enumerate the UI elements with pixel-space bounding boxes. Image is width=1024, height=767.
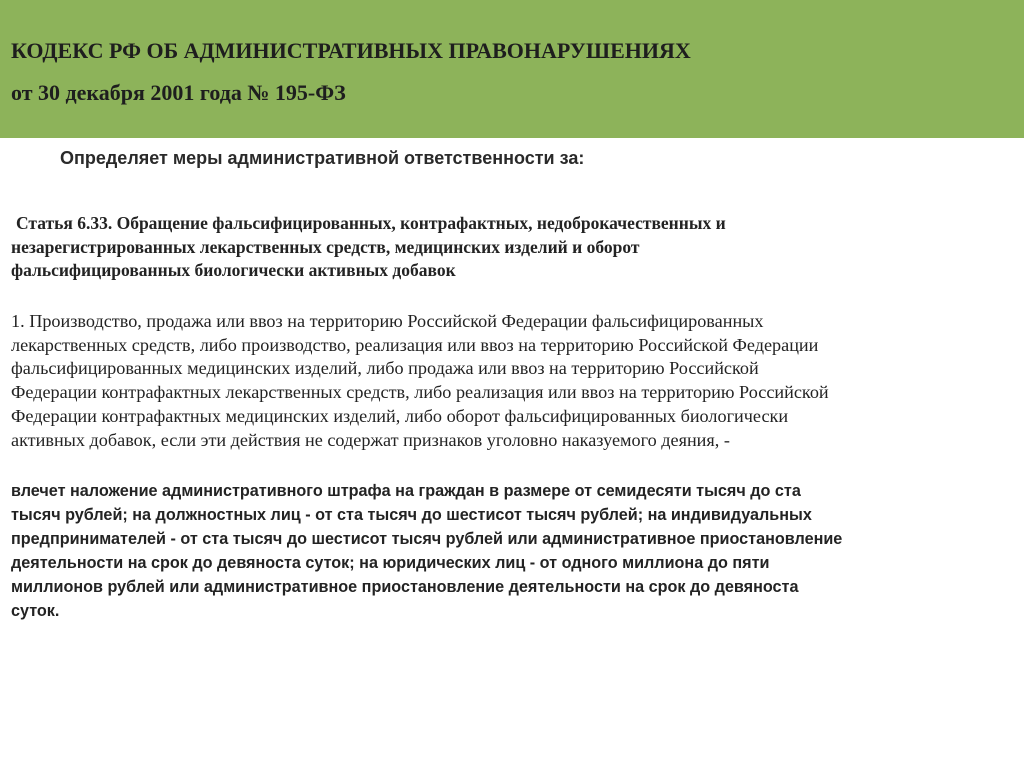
penalty-line: миллионов рублей или административное приостановление деятельности на срок до девяноста [11, 578, 799, 596]
article-title-line: фальсифицированных биологически активных добавок [11, 260, 456, 280]
title-banner [0, 0, 1024, 138]
paragraph-line: Федерации контрафактных лекарственных средств, либо реализация или ввоз на территорию Российской [11, 382, 829, 403]
penalty-line: тысяч рублей; на должностных лиц - от ста тысяч до шестисот тысяч рублей; на индивидуальных [11, 506, 812, 524]
paragraph-line: фальсифицированных медицинских изделий, либо продажа или ввоз на территорию Российской [11, 358, 759, 379]
article-title-line: незарегистрированных лекарственных средств, медицинских изделий и оборот [11, 236, 640, 257]
penalty-line: суток. [11, 602, 60, 620]
penalty-line: деятельности на срок до девяноста суток; на юридических лиц - от одного миллиона до пяти [11, 554, 770, 572]
article-title-line: Статья 6.33. Обращение фальсифицированных, контрафактных, недоброкачественных и [16, 213, 726, 233]
paragraph-line: Федерации контрафактных медицинских изделий, либо оборот фальсифицированных биологически [11, 405, 789, 426]
penalty-paragraph [11, 479, 1016, 623]
document-title: КОДЕКС РФ ОБ АДМИНИСТРАТИВНЫХ ПРАВОНАРУШЕНИЯХ [11, 38, 691, 63]
lead-statement: Определяет меры административной ответственности за: [60, 148, 585, 168]
paragraph-line: 1. Производство, продажа или ввоз на территорию Российской Федерации фальсифицированных [11, 311, 764, 331]
document-subtitle: от 30 декабря 2001 года № 195-ФЗ [11, 80, 346, 105]
article-title [11, 212, 1011, 283]
article-paragraph-1 [11, 310, 1016, 452]
paragraph-line: лекарственных средств, либо производство, реализация или ввоз на территорию Российской Федерации [11, 334, 819, 355]
paragraph-line: активных добавок, если эти действия не содержат признаков уголовно наказуемого деяния, - [11, 429, 730, 450]
penalty-line: предпринимателей - от ста тысяч до шестисот тысяч рублей или административное приостановление [11, 530, 843, 548]
penalty-line: влечет наложение административного штрафа на граждан в размере от семидесяти тысяч до ста [11, 482, 801, 500]
